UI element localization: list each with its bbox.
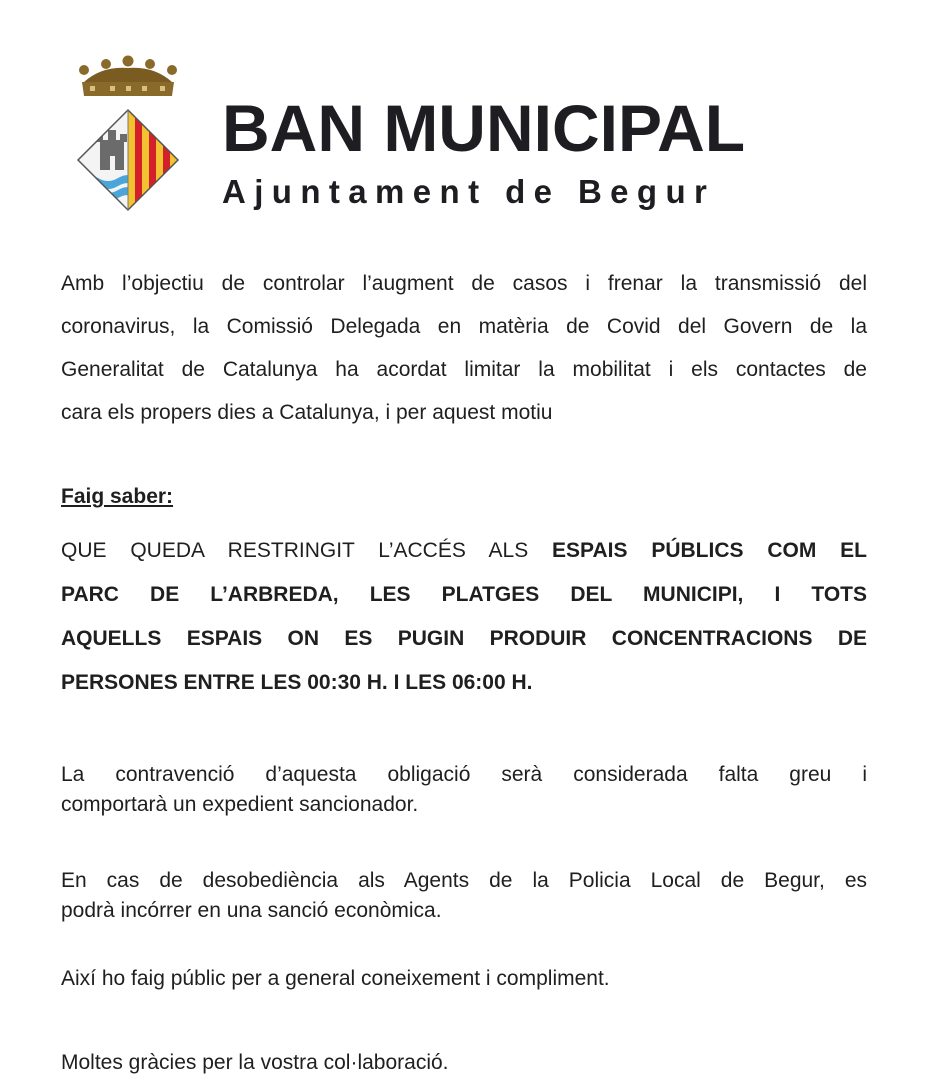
begur-coat-of-arms	[72, 52, 184, 222]
page-subtitle: Ajuntament de Begur	[222, 173, 716, 210]
announcement-bold: ESPAIS PÚBLICS COM EL	[552, 539, 868, 562]
announcement-bold: AQUELLS ESPAIS ON ES PUGIN PRODUIR CONCENTRACIONS DE	[61, 627, 867, 650]
intro-line: Generalitat de Catalunya ha acordat limitar la mobilitat i els contactes de	[61, 358, 867, 381]
paragraph-line: Així ho faig públic per a general coneixement i compliment.	[61, 967, 610, 990]
intro-paragraph	[61, 262, 867, 434]
crown-icon	[79, 56, 177, 97]
public-notice-paragraph	[61, 964, 867, 994]
announcement-paragraph	[61, 529, 867, 705]
announcement-lead: QUE QUEDA RESTRINGIT L’ACCÉS ALS	[61, 539, 553, 562]
paragraph-line: comportarà un expedient sancionador.	[61, 793, 419, 816]
paragraph-line: podrà incórrer en una sanció econòmica.	[61, 899, 442, 922]
intro-line: cara els propers dies a Catalunya, i per aquest motiu	[61, 401, 553, 424]
announcement-bold: PERSONES ENTRE LES 00:30 H. I LES 06:00 H.	[61, 671, 533, 694]
paragraph-line: La contravenció d’aquesta obligació serà considerada falta greu i	[61, 763, 867, 786]
disobedience-paragraph	[61, 866, 867, 926]
paragraph-line: Moltes gràcies per la vostra col·laboració.	[61, 1051, 449, 1074]
announcement-bold: PARC DE L’ARBREDA, LES PLATGES DEL MUNICIPI, I TOTS	[61, 583, 867, 606]
section-heading: Faig saber:	[61, 485, 174, 508]
intro-line: coronavirus, la Comissió Delegada en matèria de Covid del Govern de la	[61, 315, 867, 338]
thanks-paragraph	[61, 1048, 867, 1078]
page-title: BAN MUNICIPAL	[222, 91, 746, 165]
intro-line: Amb l’objectiu de controlar l’augment de casos i frenar la transmissió del	[61, 272, 867, 295]
shield-icon	[72, 107, 184, 217]
sanction-paragraph	[61, 760, 867, 820]
paragraph-line: En cas de desobediència als Agents de la Policia Local de Begur, es	[61, 869, 867, 892]
announcement-line	[61, 529, 867, 573]
